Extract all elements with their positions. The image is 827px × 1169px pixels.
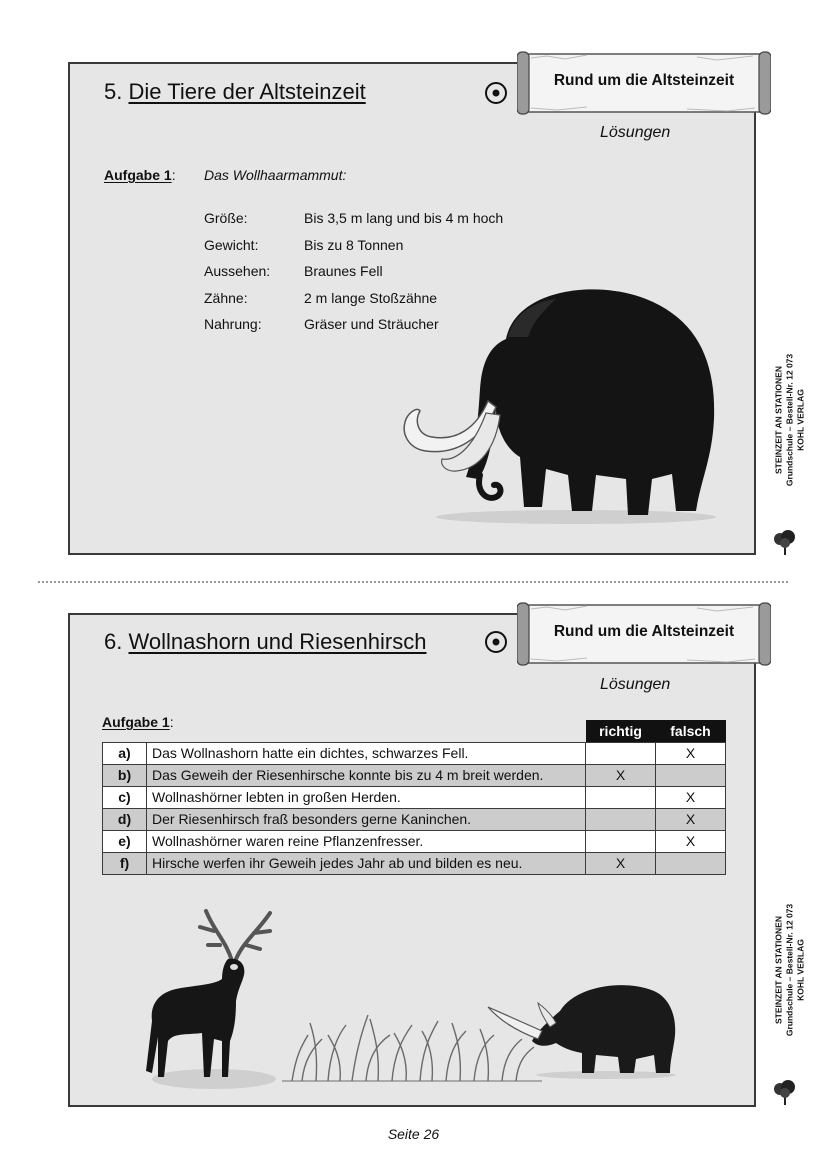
cell-falsch[interactable]	[656, 852, 726, 874]
section-card-5: 5. Die Tiere der Altsteinzeit Aufgabe 1: Das Wollhaarmammut: Größe: Bis 3,5 m lang und bis 4 m hoch Gewicht: Bis zu 8 Tonnen Aussehen: Braunes Fell Zähne: 2 m lange Stoßzähne Nahrung: Gräser und Sträucher	[68, 62, 756, 555]
cell-richtig[interactable]	[586, 742, 656, 764]
cell-falsch[interactable]: X	[656, 786, 726, 808]
table-row: b) Das Geweih der Riesenhirsche konnte bis zu 4 m breit werden. X	[103, 764, 726, 786]
publisher-sidebar: STEINZEIT AN STATIONEN Grundschule – Bestell-Nr. 12 073 KOHL VERLAG	[773, 903, 806, 1037]
solutions-label: Lösungen	[600, 676, 671, 693]
cell-richtig[interactable]	[586, 808, 656, 830]
cell-richtig[interactable]: X	[586, 764, 656, 786]
section-title-text: Die Tiere der Altsteinzeit	[128, 79, 366, 104]
woolly-rhino-illustration	[486, 971, 686, 1081]
cell-richtig[interactable]	[586, 830, 656, 852]
task-label: Aufgabe 1:	[104, 167, 176, 183]
true-false-table	[102, 720, 726, 875]
page-number: Seite 26	[387, 1126, 440, 1142]
banner-scroll	[517, 50, 771, 116]
target-icon	[485, 82, 507, 104]
publisher-sidebar: STEINZEIT AN STATIONEN Grundschule – Bestell-Nr. 12 073 KOHL VERLAG	[773, 353, 806, 487]
table-header-row	[103, 720, 726, 742]
cell-falsch[interactable]: X	[656, 808, 726, 830]
mammoth-illustration	[396, 279, 726, 529]
cell-richtig[interactable]	[586, 786, 656, 808]
table-row: f) Hirsche werfen ihr Geweih jedes Jahr ab und bilden es neu. X	[103, 852, 726, 874]
task-label: Aufgabe 1:	[102, 714, 174, 730]
header-falsch: falsch	[656, 720, 726, 742]
solutions-label: Lösungen	[600, 124, 671, 141]
section-title: 6. Wollnashorn und Riesenhirsch	[104, 629, 427, 654]
table-row: e) Wollnashörner waren reine Pflanzenfresser. X	[103, 830, 726, 852]
section-divider	[38, 581, 788, 583]
banner-title: Rund um die Altsteinzeit	[553, 623, 735, 640]
section-title-text: Wollnashorn und Riesenhirsch	[128, 629, 427, 654]
target-icon	[485, 631, 507, 653]
task-subtitle: Das Wollhaarmammut:	[204, 167, 347, 183]
publisher-logo-icon	[772, 528, 798, 556]
cell-richtig[interactable]: X	[586, 852, 656, 874]
cell-falsch[interactable]: X	[656, 742, 726, 764]
cell-falsch[interactable]: X	[656, 830, 726, 852]
banner-title: Rund um die Altsteinzeit	[553, 72, 735, 89]
section-title: 5. Die Tiere der Altsteinzeit	[104, 79, 366, 104]
publisher-logo-icon	[772, 1078, 798, 1106]
table-row: c) Wollnashörner lebten in großen Herden. X	[103, 786, 726, 808]
table-row: a) Das Wollnashorn hatte ein dichtes, schwarzes Fell. X	[103, 742, 726, 764]
table-row: d) Der Riesenhirsch fraß besonders gerne Kaninchen. X	[103, 808, 726, 830]
cell-falsch[interactable]	[656, 764, 726, 786]
header-richtig: richtig	[586, 720, 656, 742]
banner-scroll	[517, 601, 771, 667]
